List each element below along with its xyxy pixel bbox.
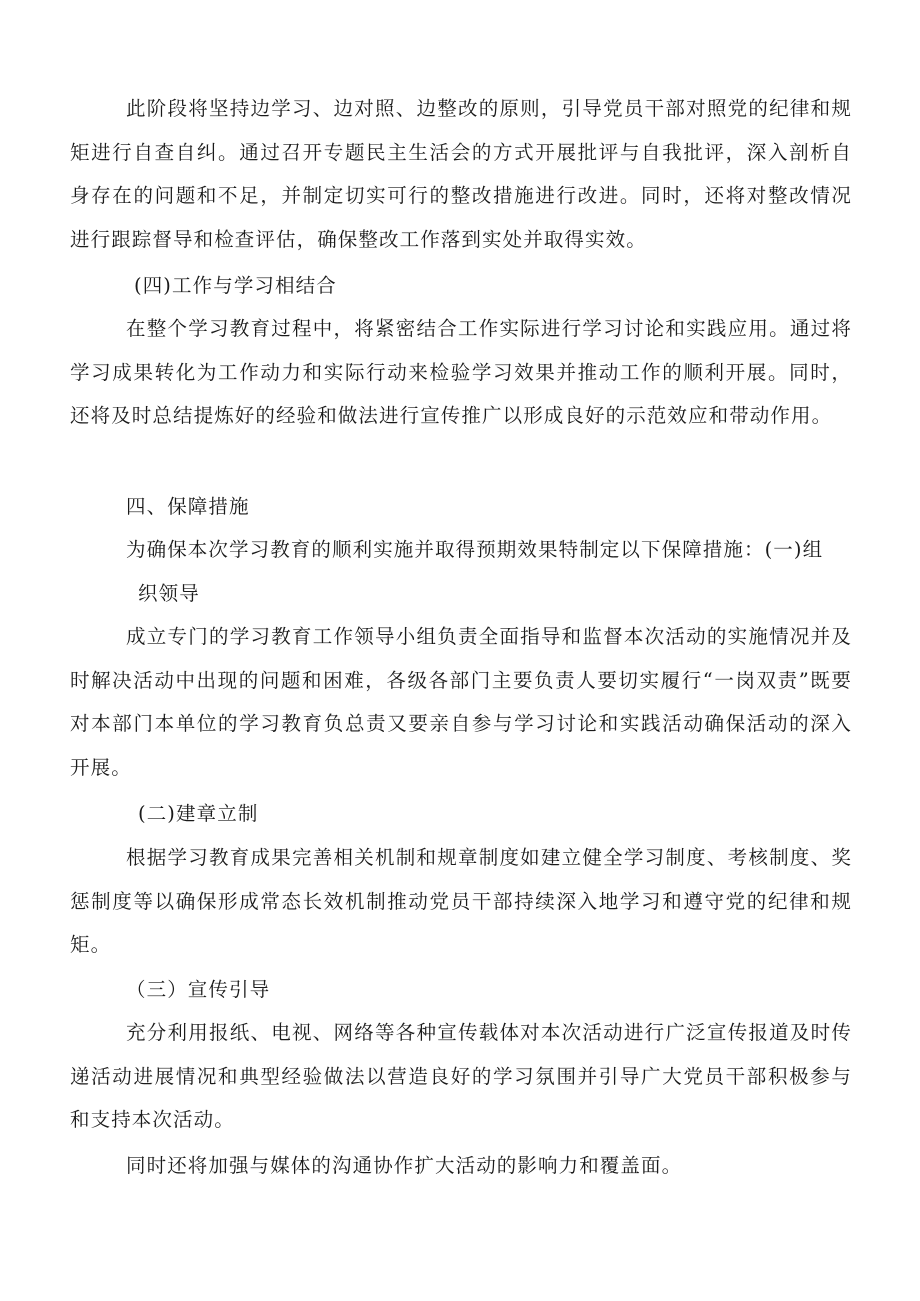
section-title-safeguards: 四、保障措施	[126, 495, 250, 518]
subheading-publicity-guidance: （三）宣传引导	[126, 978, 271, 1001]
paragraph-rules-and-systems: 根据学习教育成果完善相关机制和规章制度如建立健全学习制度、考核制度、奖惩制度等以确保形成常态长效机制推动党员干部持续深入地学习和遵守党的纪律和规矩。	[70, 846, 852, 956]
paragraph-safeguards-intro: 为确保本次学习教育的顺利实施并取得预期效果特制定以下保障措施：(一)组	[126, 538, 824, 561]
paragraph-leadership-group: 成立专门的学习教育工作领导小组负责全面指导和监督本次活动的实施情况并及时解决活动中出现的问题和困难，各级各部门主要负责人要切实履行“一岗双责”既要对本部门本单位的学习教育负总责又要亲自参与学习讨论和实践活动确保活动的深入开展。	[70, 625, 852, 779]
subheading-organization-leadership: 织领导	[138, 582, 200, 605]
paragraph-media-cooperation: 同时还将加强与媒体的沟通协作扩大活动的影响力和覆盖面。	[126, 1154, 683, 1177]
subheading-rules-and-systems: (二)建章立制	[138, 802, 259, 825]
paragraph-publicity: 充分利用报纸、电视、网络等各种宣传载体对本次活动进行广泛宣传报道及时传递活动进展情况和典型经验做法以营造良好的学习氛围并引导广大党员干部积极参与和支持本次活动。	[70, 1021, 852, 1131]
paragraph-self-check: 此阶段将坚持边学习、边对照、边整改的原则，引导党员干部对照党的纪律和规矩进行自查自纠。通过召开专题民主生活会的方式开展批评与自我批评，深入剖析自身存在的问题和不足，并制定切实可行的整改措施进行改进。同时，还将对整改情况进行跟踪督导和检查评估，确保整改工作落到实处并取得实效。	[70, 97, 852, 251]
subheading-work-and-study: (四)工作与学习相结合	[134, 274, 337, 297]
paragraph-work-and-study: 在整个学习教育过程中，将紧密结合工作实际进行学习讨论和实践应用。通过将学习成果转化为工作动力和实际行动来检验学习效果并推动工作的顺利开展。同时，还将及时总结提炼好的经验和做法进行宣传推广以形成良好的示范效应和带动作用。	[70, 317, 852, 427]
